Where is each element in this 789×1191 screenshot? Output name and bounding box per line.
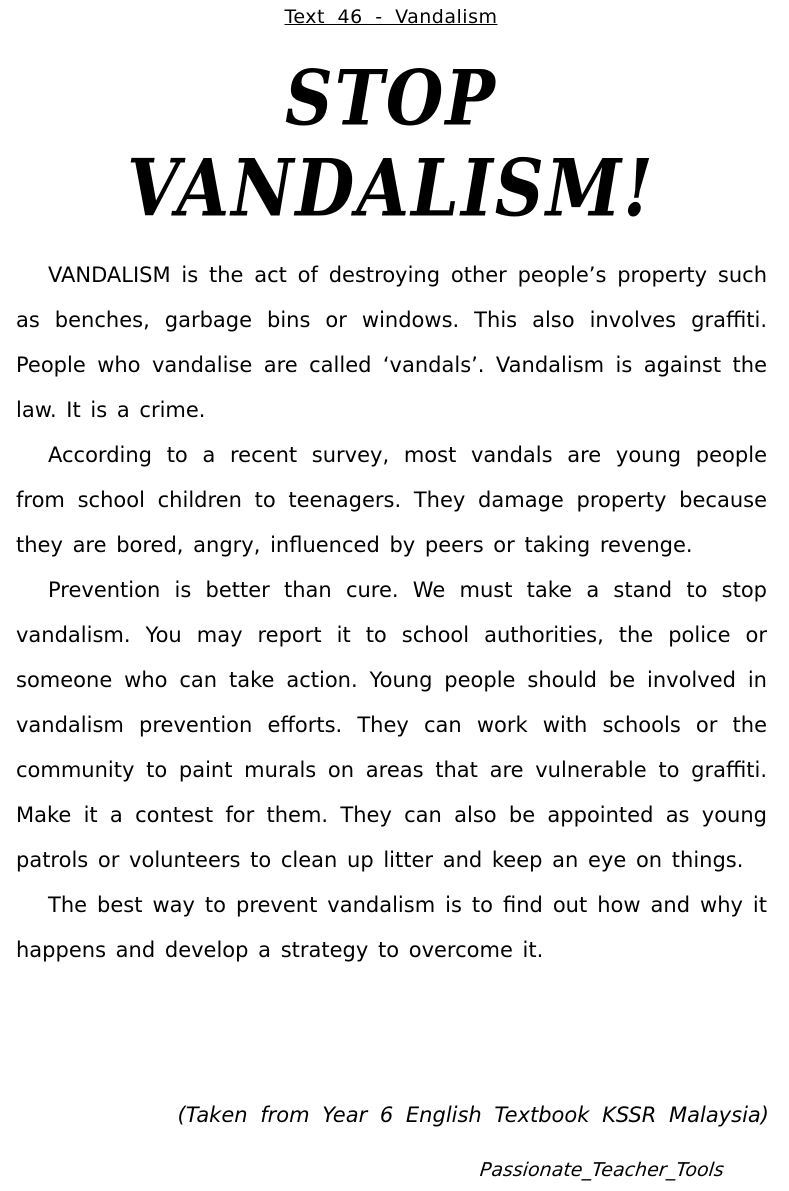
article-body [16,253,767,973]
paragraph-definition: VANDALISM is the act of destroying other people’s property such as benches, garbage bins or windows. This also involves graffiti. People who vandalise are called ‘vandals’. Vandalism is against the law. It is a crime. [16,263,767,422]
paragraph-prevention: Prevention is better than cure. We must take a stand to stop vandalism. You may report it to school authorities, the police or someone who can take action. Young people should be involved in vandalism prevention efforts. They can work with schools or the community to paint murals on areas that are vulnerable to graffiti. Make it a contest for them. They can also be appointed as young patrols or volunteers to clean up litter and keep an eye on things. [16,578,767,872]
headline-stop: STOP [285,53,497,143]
paragraph-survey: According to a recent survey, most vandals are young people from school children to teenagers. They damage property because they are bored, angry, influenced by peers or taking revenge. [16,443,767,557]
source-citation: (Taken from Year 6 English Textbook KSSR Malaysia) [177,1103,769,1127]
text-number-label: Text 46 - Vandalism [284,6,498,28]
author-signature: Passionate_Teacher_Tools [478,1159,726,1181]
headline-vandalism: VANDALISM! [127,143,655,236]
paragraph-conclusion: The best way to prevent vandalism is to find out how and why it happens and develop a strategy to overcome it. [16,893,767,962]
